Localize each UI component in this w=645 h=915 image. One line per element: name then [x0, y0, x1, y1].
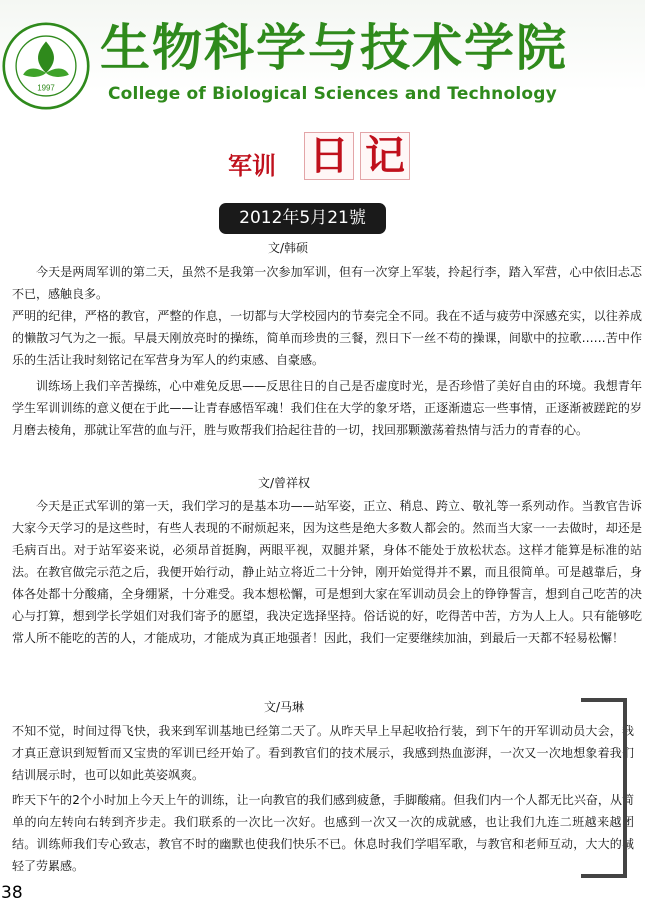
entry-author: 文/韩硕 [268, 241, 309, 255]
entry-author: 文/马琳 [264, 700, 305, 714]
entry-paragraph: 今天是两周军训的第二天，虽然不是我第一次参加军训，但有一次穿上军装，拎起行李，踏入军营，心中依旧忐忑不已，感触良多。 [12, 265, 642, 301]
date-badge: 2012年5月21號 [219, 203, 386, 234]
college-english-title: College of Biological Sciences and Technology [108, 84, 557, 104]
banner-big-title [304, 132, 416, 182]
university-seal-icon [2, 22, 90, 110]
college-chinese-title: 生物科学与技术学院 [100, 19, 568, 77]
svg-text:1997: 1997 [37, 83, 55, 93]
banner-big-char: 记 [360, 132, 410, 180]
entry-paragraph: 昨天下午的2个小时加上今天上午的训练，让一向教官的我们感到疲惫，手脚酸痛。但我们内一个人都无比兴奋，从简单的向左转向右转到齐步走。我们联系的一次比一次好。也感到一次又一次的成就感，也让我们九连二班越来越团结。训练师我们专心致志，教官不时的幽默也使我们快乐不已。休息时我们学唱军歌，与教官和老师互动，大大的减轻了劳累感。 [12, 793, 634, 873]
entry-paragraph: 训练场上我们辛苦操练，心中难免反思——反思往日的自己是否虚度时光，是否珍惜了美好自由的环境。我想青年学生军训训练的意义便在于此——让青春感悟军魂！我们住在大学的象牙塔，正逐渐遗忘一些事情，正逐渐被蹉跎的岁月磨去棱角，那就让军营的血与汗，胜与败帮我们拾起往昔的一切，找回那颗激荡着热情与活力的青春的心。 [12, 379, 642, 437]
page-number: 38 [1, 883, 23, 903]
entry-paragraph: 严明的纪律，严格的教官，严整的作息，一切都与大学校园内的节奏完全不同。我在不适与疲劳中深感充实，以往养成的懒散习气为之一振。早晨天刚放亮时的操练，简单而珍贵的三餐，烈日下一丝不苟的操课，间歇中的拉歌……苦中作乐的生活让我时刻铭记在军营身为军人的约束感、自豪感。 [12, 309, 642, 367]
entry-author: 文/曾祥权 [258, 476, 311, 490]
decorative-bracket [581, 698, 627, 878]
banner-big-char: 日 [304, 132, 354, 180]
college-header [0, 0, 645, 130]
entry-paragraph: 今天是正式军训的第一天，我们学习的是基本功——站军姿，正立、稍息、跨立、敬礼等一系列动作。当教官告诉大家今天学习的是这些时，有些人表现的不耐烦起来，因为这些是绝大多数人都会的。然而当大家一一去做时，却还是毛病百出。对于站军姿来说，必须昂首挺胸，两眼平视，双腿并紧，身体不能处于放松状态。这样才能算是标准的站法。在教官做完示范之后，我便开始行动，静止站立将近二十分钟，刚开始觉得并不累，而且很简单。可是越靠后，身体各处都十分酸痛，全身绷紧，十分难受。我本想松懈，可是想到大家在军训动员会上的铮铮誓言，想到自己吃苦的决心与打算，想到学长学姐们对我们寄予的愿望，我决定选择坚持。俗话说的好，吃得苦中苦，方为人上人。只有能够吃常人所不能吃的苦的人，才能成功，才能成为真正地强者！因此，我们一定要继续加油，到最后一天都不轻易松懈！ [12, 499, 642, 645]
entry-paragraph: 不知不觉，时间过得飞快，我来到军训基地已经第二天了。从昨天早上早起收拾行装，到下午的开军训动员大会，我才真正意识到短暂而又宝贵的军训已经开始了。看到教官们的技术展示，我感到热血澎湃，一次又一次地想象着我们结训展示时，也可以如此英姿飒爽。 [12, 724, 634, 782]
banner-small-label: 军训 [228, 152, 276, 180]
